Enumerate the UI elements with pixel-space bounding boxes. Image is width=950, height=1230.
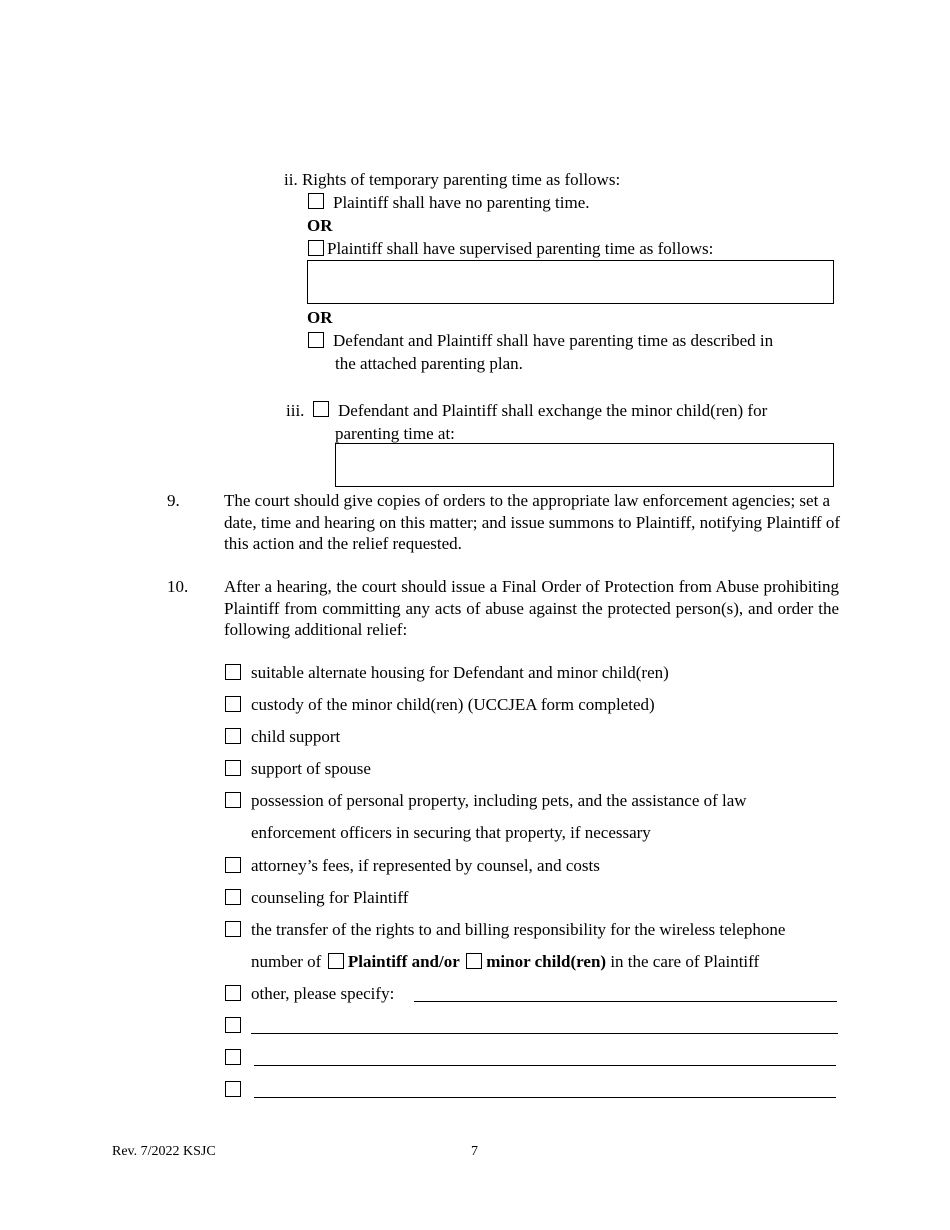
wireless-number-of: number of (251, 952, 322, 971)
relief-blank-line-2[interactable] (254, 1065, 836, 1066)
relief-property-line1: possession of personal property, including pets, and the assistance of law (251, 791, 747, 810)
footer-page-number: 7 (471, 1144, 478, 1159)
checkbox-relief-wireless[interactable] (225, 921, 241, 937)
relief-counseling-label: counseling for Plaintiff (251, 888, 409, 907)
checkbox-relief-custody[interactable] (225, 696, 241, 712)
checkbox-exchange-location[interactable] (313, 401, 329, 417)
footer-revision: Rev. 7/2022 KSJC (112, 1144, 216, 1159)
checkbox-supervised-parenting-time[interactable] (308, 240, 324, 256)
relief-housing-label: suitable alternate housing for Defendant and minor child(ren) (251, 663, 669, 682)
checkbox-relief-fees[interactable] (225, 857, 241, 873)
relief-other-label: other, please specify: (251, 984, 395, 1003)
checkbox-relief-blank-1[interactable] (225, 1017, 241, 1033)
option-parenting-plan-line1: Defendant and Plaintiff shall have parenting time as described in (333, 331, 774, 350)
item-9-text: The court should give copies of orders to the appropriate law enforcement agencies; set a date, time and hearing on this matter; and issue summons to Plaintiff, notifying Plaintiff of this action and the relief requested. (224, 491, 841, 553)
relief-wireless-line2 (251, 951, 759, 973)
section-iii-label: iii. (286, 401, 305, 420)
exchange-location-field[interactable] (335, 443, 834, 487)
relief-blank-line-3[interactable] (254, 1097, 836, 1098)
wireless-plaintiff-label: Plaintiff and/or (347, 952, 460, 971)
checkbox-wireless-minor-child[interactable] (466, 953, 482, 969)
wireless-tail: in the care of Plaintiff (610, 952, 760, 971)
relief-fees-label: attorney’s fees, if represented by counsel, and costs (251, 856, 600, 875)
checkbox-relief-blank-3[interactable] (225, 1081, 241, 1097)
checkbox-parenting-plan[interactable] (308, 332, 324, 348)
item-10-text: After a hearing, the court should issue a Final Order of Protection from Abuse prohibiting Plaintiff from committing any acts of abuse against the protected person(s), and order the following additional relief: (224, 577, 839, 639)
checkbox-relief-spouse-support[interactable] (225, 760, 241, 776)
checkbox-relief-counseling[interactable] (225, 889, 241, 905)
relief-other-specify-line[interactable] (414, 1001, 837, 1002)
wireless-minor-child-label: minor child(ren) (486, 952, 607, 971)
item-9-number: 9. (167, 491, 180, 510)
checkbox-wireless-plaintiff[interactable] (328, 953, 344, 969)
relief-wireless-line1: the transfer of the rights to and billing responsibility for the wireless telephone (251, 920, 786, 939)
section-ii-heading: ii. Rights of temporary parenting time as follows: (284, 170, 621, 189)
option-no-parenting-time-label: Plaintiff shall have no parenting time. (333, 193, 590, 212)
section-iii-text-line1: Defendant and Plaintiff shall exchange the minor child(ren) for (338, 401, 768, 420)
checkbox-relief-other[interactable] (225, 985, 241, 1001)
checkbox-no-parenting-time[interactable] (308, 193, 324, 209)
or-separator-1: OR (307, 216, 333, 235)
checkbox-relief-blank-2[interactable] (225, 1049, 241, 1065)
option-parenting-plan-line2: the attached parenting plan. (335, 354, 523, 373)
checkbox-relief-housing[interactable] (225, 664, 241, 680)
section-iii-text-line2: parenting time at: (335, 424, 455, 443)
checkbox-relief-child-support[interactable] (225, 728, 241, 744)
supervised-parenting-details-field[interactable] (307, 260, 834, 304)
relief-spouse-support-label: support of spouse (251, 759, 371, 778)
relief-custody-label: custody of the minor child(ren) (UCCJEA form completed) (251, 695, 655, 714)
option-supervised-parenting-label: Plaintiff shall have supervised parenting time as follows: (327, 239, 714, 258)
checkbox-relief-property[interactable] (225, 792, 241, 808)
relief-property-line2: enforcement officers in securing that property, if necessary (251, 823, 651, 842)
item-10-number: 10. (167, 577, 189, 596)
relief-child-support-label: child support (251, 727, 341, 746)
or-separator-2: OR (307, 308, 333, 327)
relief-blank-line-1[interactable] (251, 1033, 838, 1034)
